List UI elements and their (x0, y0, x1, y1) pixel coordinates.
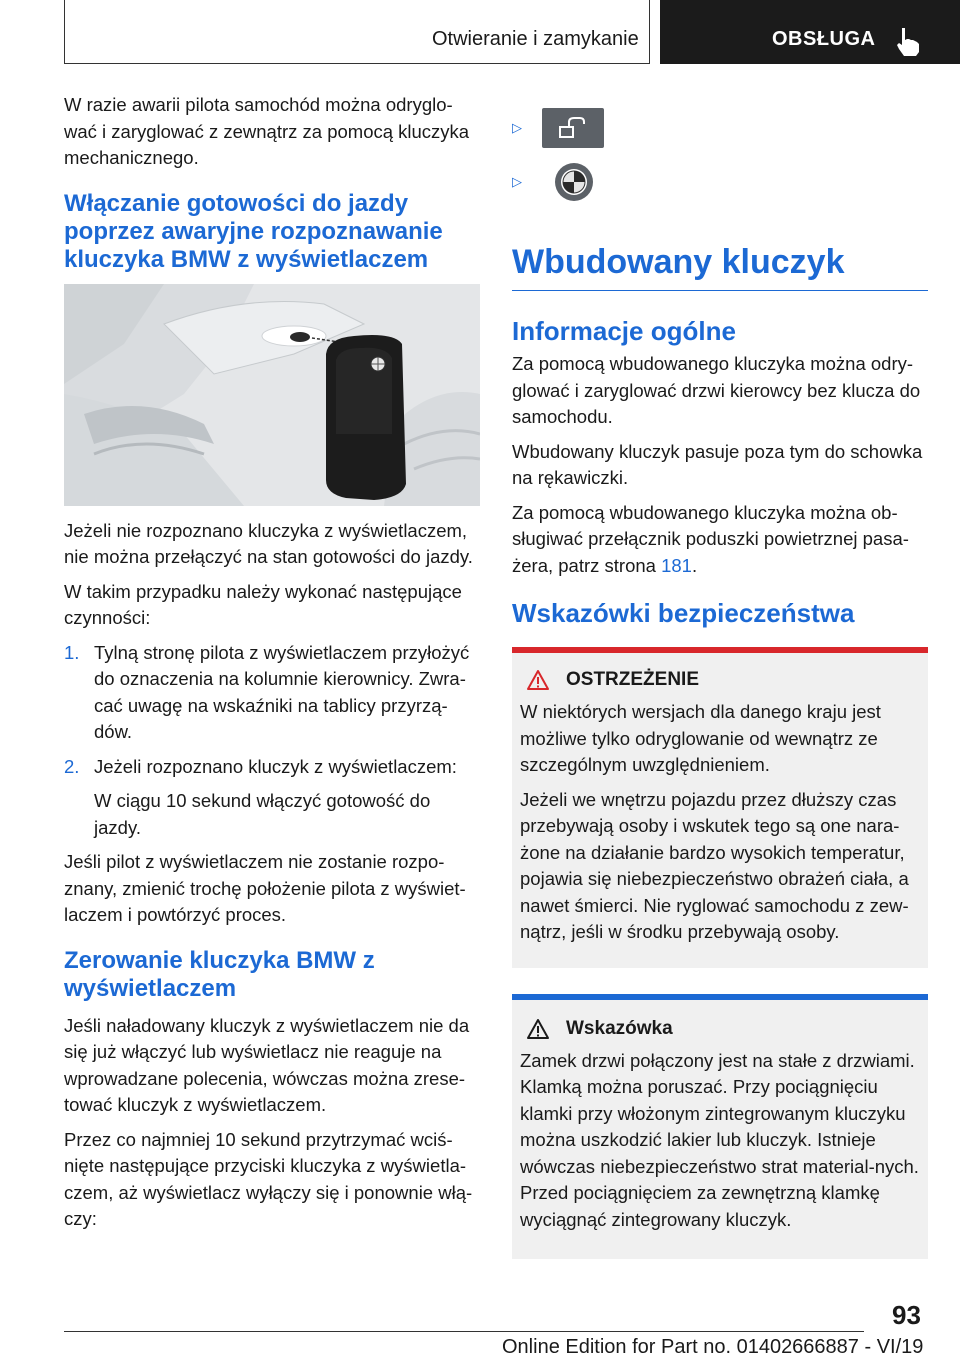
note-paragraph: Zamek drzwi połączony jest na stałe z drzwiami. Klamką można poruszać. Przy pociągnięciu klamki przy włożonym zintegrowanym kluczyku można uszkodzić lakier lub kluczyk. Istnieje wówczas niebezpieczeństwo strat material-nych. Przed pociągnięciem za zewnętrzną klamkę wyciągnąć zintegrowany kluczyk. (520, 1049, 919, 1230)
note-header (520, 1018, 920, 1040)
key-photo (64, 284, 480, 506)
bullet-marker: ▷ (512, 120, 522, 135)
warning-body (520, 699, 920, 946)
page-reference-link[interactable]: 181 (661, 554, 692, 576)
section-title: Wbudowany kluczyk (512, 242, 928, 291)
key-button-row-unlock (512, 108, 928, 148)
step-number: 2. (64, 755, 80, 777)
warning-header (520, 669, 920, 691)
step-text: Jeżeli rozpoznano kluczyk z wyświetlaczem: (94, 755, 457, 777)
unlock-button-icon (542, 108, 604, 148)
integrated-key-paragraph: Za pomocą wbudowanego kluczyka można odry-glować i zaryglować drzwi kierowcy bez klucza do samochodu. (512, 353, 921, 427)
heading-general-info: Informacje ogólne (512, 316, 736, 346)
heading-safety: Wskazówki bezpieczeństwa (512, 598, 855, 628)
steering-column-key-illustration (64, 284, 480, 506)
header-section-title: Otwieranie i zamykanie (432, 28, 639, 50)
bullet-marker: ▷ (512, 174, 522, 189)
footer-edition: Online Edition for Part no. 01402666887 - VI/19 (502, 1336, 924, 1358)
note-body (520, 1048, 920, 1234)
glovebox-paragraph: Wbudowany kluczyk pasuje poza tym do schowka na rękawiczki. (512, 440, 923, 488)
warning-paragraph: W niektórych wersjach dla danego kraju jest możliwe tylko odryglowanie od wewnątrz ze szczególnym uwzględnieniem. (520, 701, 881, 775)
footer-rule (64, 1331, 864, 1332)
do-following-paragraph: W takim przypadku należy wykonać następujące czynności: (64, 580, 462, 628)
header-divider (649, 0, 650, 64)
right-column (512, 92, 928, 1259)
key-button-row-bmw (512, 162, 928, 202)
not-recognized-paragraph: Jeżeli nie rozpoznano kluczyka z wyświetlaczem, nie można przełączyć na stan gotowości do jazdy. (64, 519, 473, 567)
list-item (64, 754, 482, 781)
steps-list (64, 640, 482, 781)
page-number: 93 (892, 1300, 921, 1330)
note-box (512, 994, 928, 1260)
padlock-open-icon (558, 117, 588, 139)
airbag-paragraph (512, 500, 928, 580)
left-column (64, 92, 482, 1241)
heading-reset-key: Zerowanie kluczyka BMW z wyświetlaczem (64, 946, 375, 1002)
airbag-text-end: . (691, 554, 698, 576)
note-triangle-icon (526, 1018, 550, 1040)
header-left-rule (64, 0, 65, 64)
step-2-substep: W ciągu 10 sekund włączyć gotowość do jazdy. (94, 790, 431, 838)
warning-box (512, 647, 928, 968)
airbag-text: Za pomocą wbudowanego kluczyka można ob-sługiwać przełącznik poduszki powietrznej pasa-żera, patrz strona (512, 501, 909, 576)
warning-triangle-icon (526, 669, 550, 691)
retry-paragraph: Jeśli pilot z wyświetlaczem nie zostanie rozpo-znany, zmienić trochę położenie pilota z wyświet-laczem i powtórzyć proces. (64, 851, 466, 925)
header-chapter-label: OBSŁUGA (772, 28, 876, 50)
hand-pointer-icon (892, 24, 926, 58)
header-bottom-rule (64, 63, 650, 64)
note-label: Wskazówka (566, 1017, 673, 1039)
heading-emergency-recognition: Włączanie gotowości do jazdy poprzez awaryjne rozpoznawanie kluczyka BMW z wyświetlaczem (64, 189, 443, 273)
bmw-logo-button-icon (554, 162, 594, 202)
reset-instruction-paragraph: Przez co najmniej 10 sekund przytrzymać wciś-nięte następujące przyciski kluczyka z wyświetla-czem, aż wyświetlacz wyłączy się i ponownie włą-czy: (64, 1128, 473, 1229)
step-text: Tylną stronę pilota z wyświetlaczem przyłożyć do oznaczenia na kolumnie kierownicy. Zwra-cać uwagę na wskaźniki na tablicy przyrzą-dów. (94, 641, 470, 742)
intro-paragraph: W razie awarii pilota samochód można odryglo-wać i zaryglować z zewnątrz za pomocą kluczyka mechanicznego. (64, 94, 470, 168)
list-item (64, 640, 482, 746)
reset-condition-paragraph: Jeśli naładowany kluczyk z wyświetlaczem nie da się już włączyć lub wyświetlacz nie reaguje na wprowadzane polecenia, wówczas można zrese-tować kluczyk z wyświetlaczem. (64, 1014, 470, 1115)
warning-label: OSTRZEŻENIE (566, 669, 700, 690)
step-number: 1. (64, 641, 80, 663)
warning-paragraph: Jeżeli we wnętrzu pojazdu przez dłuższy czas przebywają osoby i wskutek tego są one nara-żone na działanie bardzo wysokich temperatur, pojawia się niebezpieczeństwo obrażeń ciała, a nawet śmierci. Nie ryglować samochodu z zew-nątrz, jeśli w środku przebywają osoby. (520, 788, 909, 942)
